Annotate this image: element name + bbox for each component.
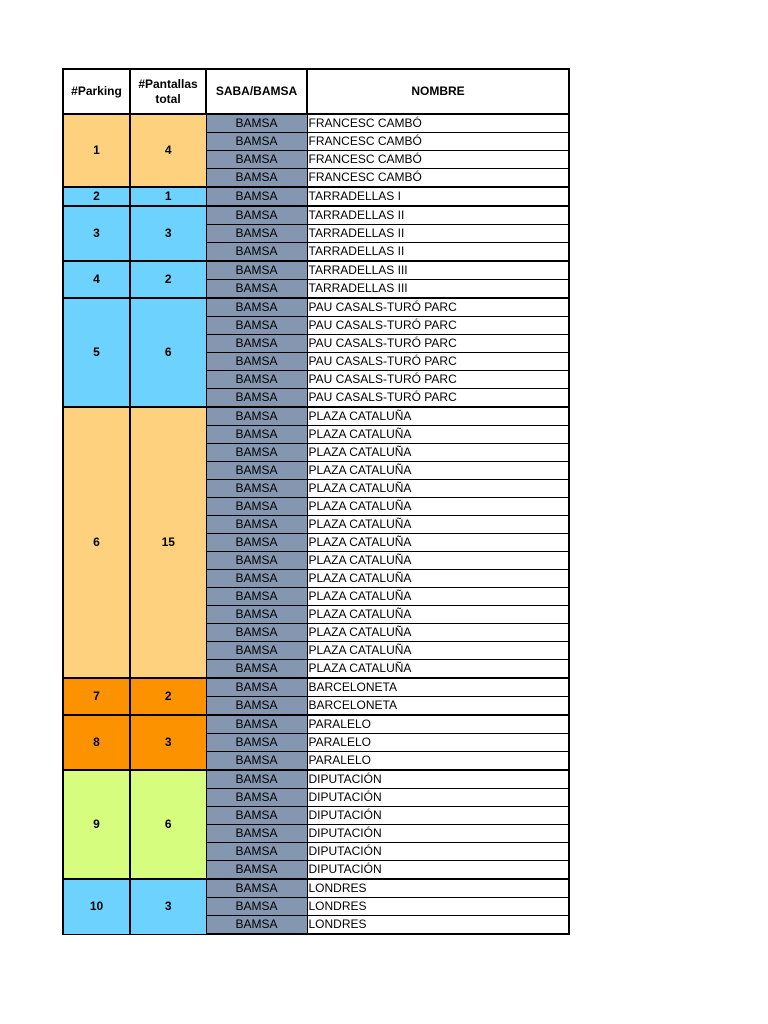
header-pantallas-total[interactable] [130, 69, 206, 114]
table-row [63, 206, 569, 225]
nombre-cell[interactable]: PAU CASALS-TURÓ PARC [307, 389, 569, 408]
parking-number-cell[interactable]: 7 [63, 678, 130, 715]
header-row [63, 69, 569, 114]
nombre-cell[interactable]: PLAZA CATALUÑA [307, 552, 569, 570]
nombre-cell[interactable]: PLAZA CATALUÑA [307, 660, 569, 679]
nombre-cell[interactable]: TARRADELLAS II [307, 243, 569, 262]
pantallas-total-cell[interactable]: 3 [130, 879, 206, 934]
nombre-cell[interactable]: PLAZA CATALUÑA [307, 642, 569, 660]
saba-bamsa-cell[interactable]: BAMSA [206, 261, 307, 280]
saba-bamsa-cell[interactable]: BAMSA [206, 187, 307, 206]
saba-bamsa-cell[interactable]: BAMSA [206, 789, 307, 807]
saba-bamsa-cell[interactable]: BAMSA [206, 498, 307, 516]
nombre-cell[interactable]: LONDRES [307, 879, 569, 898]
nombre-cell[interactable]: PLAZA CATALUÑA [307, 498, 569, 516]
table-row [63, 407, 569, 426]
nombre-cell[interactable]: PLAZA CATALUÑA [307, 444, 569, 462]
nombre-cell[interactable]: PLAZA CATALUÑA [307, 426, 569, 444]
nombre-cell[interactable]: DIPUTACIÓN [307, 789, 569, 807]
pantallas-total-cell[interactable]: 3 [130, 206, 206, 261]
pantallas-total-cell[interactable]: 2 [130, 678, 206, 715]
table-row [63, 770, 569, 789]
saba-bamsa-cell[interactable]: BAMSA [206, 243, 307, 262]
saba-bamsa-cell[interactable]: BAMSA [206, 879, 307, 898]
saba-bamsa-cell[interactable]: BAMSA [206, 444, 307, 462]
table-row [63, 715, 569, 734]
table-row [63, 187, 569, 206]
saba-bamsa-cell[interactable]: BAMSA [206, 715, 307, 734]
saba-bamsa-cell[interactable]: BAMSA [206, 861, 307, 880]
header-nombre[interactable]: NOMBRE [307, 69, 569, 114]
saba-bamsa-cell[interactable]: BAMSA [206, 317, 307, 335]
nombre-cell[interactable]: DIPUTACIÓN [307, 861, 569, 880]
pantallas-total-cell[interactable]: 6 [130, 298, 206, 407]
parking-number-cell[interactable]: 6 [63, 407, 130, 678]
nombre-cell[interactable]: TARRADELLAS III [307, 280, 569, 299]
table-header [63, 69, 569, 114]
table-row [63, 114, 569, 133]
pantallas-total-cell[interactable]: 3 [130, 715, 206, 770]
saba-bamsa-cell[interactable]: BAMSA [206, 588, 307, 606]
nombre-cell[interactable]: FRANCESC CAMBÓ [307, 151, 569, 169]
nombre-cell[interactable]: FRANCESC CAMBÓ [307, 133, 569, 151]
nombre-cell[interactable]: FRANCESC CAMBÓ [307, 169, 569, 188]
parking-number-cell[interactable]: 5 [63, 298, 130, 407]
saba-bamsa-cell[interactable]: BAMSA [206, 462, 307, 480]
saba-bamsa-cell[interactable]: BAMSA [206, 570, 307, 588]
saba-bamsa-cell[interactable]: BAMSA [206, 642, 307, 660]
saba-bamsa-cell[interactable]: BAMSA [206, 606, 307, 624]
nombre-cell[interactable]: FRANCESC CAMBÓ [307, 114, 569, 133]
saba-bamsa-cell[interactable]: BAMSA [206, 898, 307, 916]
saba-bamsa-cell[interactable]: BAMSA [206, 280, 307, 299]
saba-bamsa-cell[interactable]: BAMSA [206, 225, 307, 243]
table-row [63, 879, 569, 898]
pantallas-total-cell[interactable]: 15 [130, 407, 206, 678]
nombre-cell[interactable]: TARRADELLAS II [307, 225, 569, 243]
nombre-cell[interactable]: PLAZA CATALUÑA [307, 407, 569, 426]
nombre-cell[interactable]: PARALELO [307, 752, 569, 771]
nombre-cell[interactable]: TARRADELLAS III [307, 261, 569, 280]
saba-bamsa-cell[interactable]: BAMSA [206, 678, 307, 697]
saba-bamsa-cell[interactable]: BAMSA [206, 734, 307, 752]
saba-bamsa-cell[interactable]: BAMSA [206, 825, 307, 843]
saba-bamsa-cell[interactable]: BAMSA [206, 807, 307, 825]
saba-bamsa-cell[interactable]: BAMSA [206, 371, 307, 389]
header-pantallas-line1: #Pantallas [138, 76, 198, 91]
header-saba-bamsa[interactable]: SABA/BAMSA [206, 69, 307, 114]
saba-bamsa-cell[interactable]: BAMSA [206, 697, 307, 716]
saba-bamsa-cell[interactable]: BAMSA [206, 353, 307, 371]
nombre-cell[interactable]: PLAZA CATALUÑA [307, 624, 569, 642]
nombre-cell[interactable]: LONDRES [307, 916, 569, 935]
nombre-cell[interactable]: LONDRES [307, 898, 569, 916]
nombre-cell[interactable]: DIPUTACIÓN [307, 770, 569, 789]
nombre-cell[interactable]: PARALELO [307, 715, 569, 734]
nombre-cell[interactable]: BARCELONETA [307, 697, 569, 716]
saba-bamsa-cell[interactable]: BAMSA [206, 298, 307, 317]
nombre-cell[interactable]: PLAZA CATALUÑA [307, 480, 569, 498]
nombre-cell[interactable]: DIPUTACIÓN [307, 807, 569, 825]
parking-number-cell[interactable]: 8 [63, 715, 130, 770]
parking-number-cell[interactable]: 10 [63, 879, 130, 934]
nombre-cell[interactable]: PLAZA CATALUÑA [307, 606, 569, 624]
parking-screens-table [62, 68, 570, 935]
saba-bamsa-cell[interactable]: BAMSA [206, 552, 307, 570]
nombre-cell[interactable]: BARCELONETA [307, 678, 569, 697]
nombre-cell[interactable]: PLAZA CATALUÑA [307, 570, 569, 588]
saba-bamsa-cell[interactable]: BAMSA [206, 916, 307, 935]
saba-bamsa-cell[interactable]: BAMSA [206, 407, 307, 426]
saba-bamsa-cell[interactable]: BAMSA [206, 660, 307, 679]
table-body [63, 114, 569, 934]
pantallas-total-cell[interactable]: 6 [130, 770, 206, 879]
nombre-cell[interactable]: PLAZA CATALUÑA [307, 516, 569, 534]
parking-number-cell[interactable]: 9 [63, 770, 130, 879]
saba-bamsa-cell[interactable]: BAMSA [206, 169, 307, 188]
saba-bamsa-cell[interactable]: BAMSA [206, 752, 307, 771]
saba-bamsa-cell[interactable]: BAMSA [206, 843, 307, 861]
nombre-cell[interactable]: PAU CASALS-TURÓ PARC [307, 317, 569, 335]
nombre-cell[interactable]: PARALELO [307, 734, 569, 752]
nombre-cell[interactable]: PAU CASALS-TURÓ PARC [307, 371, 569, 389]
parking-number-cell[interactable]: 3 [63, 206, 130, 261]
saba-bamsa-cell[interactable]: BAMSA [206, 206, 307, 225]
saba-bamsa-cell[interactable]: BAMSA [206, 516, 307, 534]
saba-bamsa-cell[interactable]: BAMSA [206, 534, 307, 552]
saba-bamsa-cell[interactable]: BAMSA [206, 389, 307, 408]
saba-bamsa-cell[interactable]: BAMSA [206, 114, 307, 133]
saba-bamsa-cell[interactable]: BAMSA [206, 151, 307, 169]
header-parking[interactable]: #Parking [63, 69, 130, 114]
nombre-cell[interactable]: PAU CASALS-TURÓ PARC [307, 353, 569, 371]
nombre-cell[interactable]: DIPUTACIÓN [307, 843, 569, 861]
header-pantallas-line2: total [155, 91, 181, 106]
pantallas-total-cell[interactable]: 1 [130, 187, 206, 206]
nombre-cell[interactable]: PLAZA CATALUÑA [307, 534, 569, 552]
table-row [63, 298, 569, 317]
saba-bamsa-cell[interactable]: BAMSA [206, 770, 307, 789]
pantallas-total-cell[interactable]: 4 [130, 114, 206, 187]
table-row [63, 261, 569, 280]
nombre-cell[interactable]: PLAZA CATALUÑA [307, 588, 569, 606]
saba-bamsa-cell[interactable]: BAMSA [206, 335, 307, 353]
pantallas-total-cell[interactable]: 2 [130, 261, 206, 298]
parking-number-cell[interactable]: 1 [63, 114, 130, 187]
parking-number-cell[interactable]: 2 [63, 187, 130, 206]
saba-bamsa-cell[interactable]: BAMSA [206, 624, 307, 642]
nombre-cell[interactable]: TARRADELLAS I [307, 187, 569, 206]
nombre-cell[interactable]: PAU CASALS-TURÓ PARC [307, 335, 569, 353]
table-row [63, 678, 569, 697]
nombre-cell[interactable]: DIPUTACIÓN [307, 825, 569, 843]
nombre-cell[interactable]: PLAZA CATALUÑA [307, 462, 569, 480]
saba-bamsa-cell[interactable]: BAMSA [206, 480, 307, 498]
nombre-cell[interactable]: PAU CASALS-TURÓ PARC [307, 298, 569, 317]
parking-number-cell[interactable]: 4 [63, 261, 130, 298]
saba-bamsa-cell[interactable]: BAMSA [206, 426, 307, 444]
nombre-cell[interactable]: TARRADELLAS II [307, 206, 569, 225]
saba-bamsa-cell[interactable]: BAMSA [206, 133, 307, 151]
